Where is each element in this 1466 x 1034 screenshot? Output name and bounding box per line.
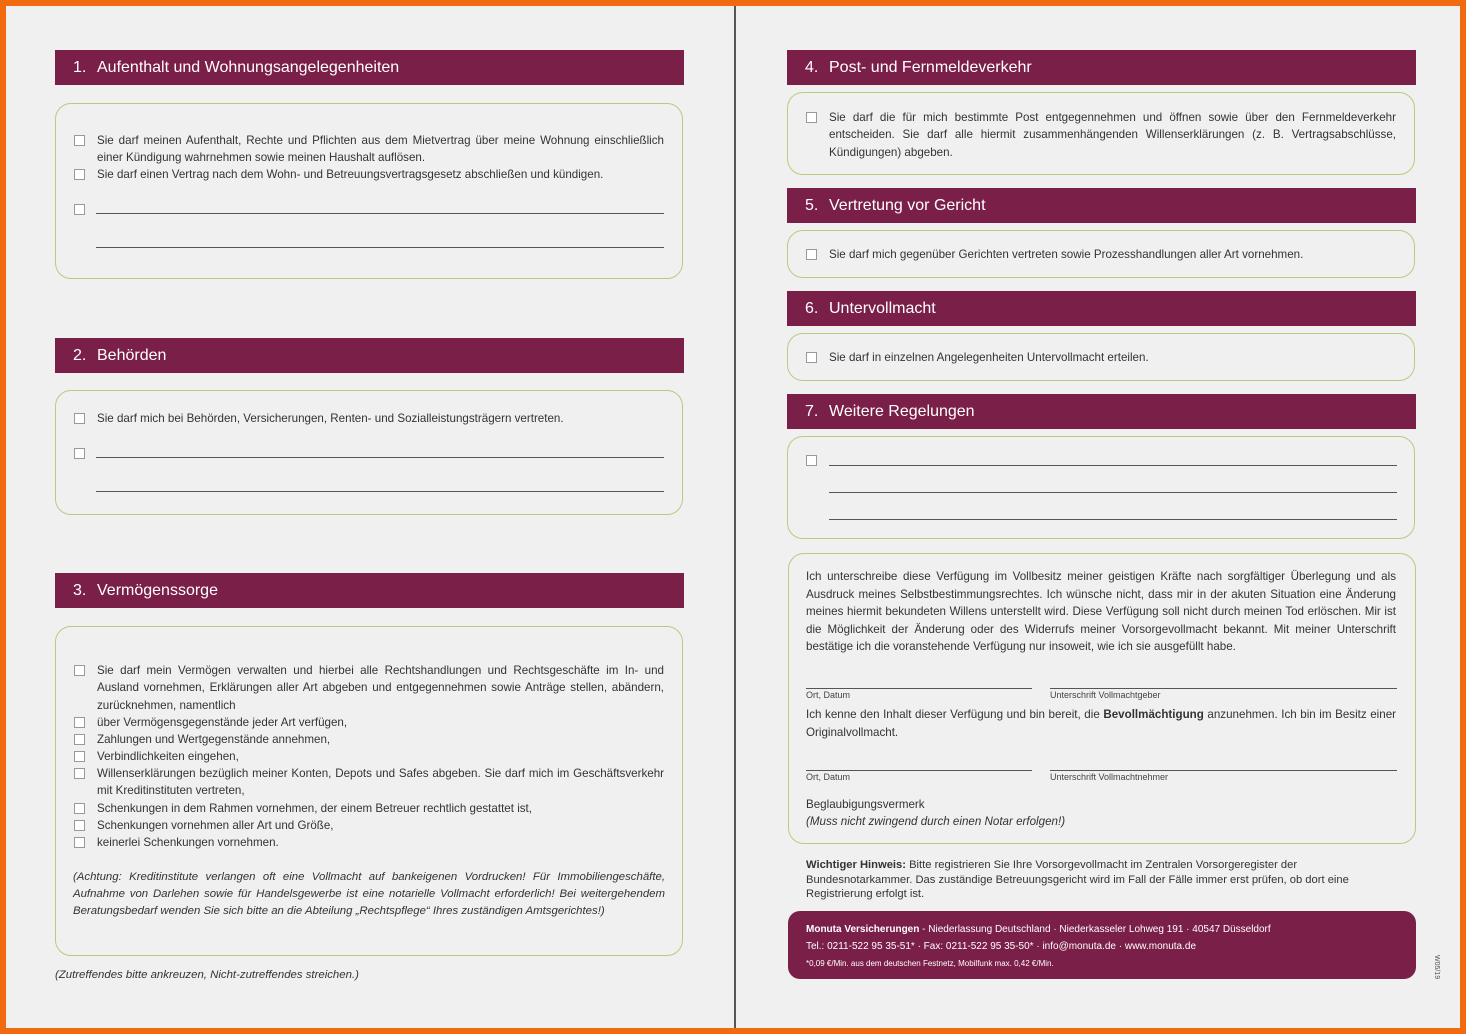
checkbox[interactable] — [74, 734, 85, 745]
checkbox[interactable] — [74, 413, 85, 424]
section-title: Behörden — [97, 347, 167, 364]
hint-label: Wichtiger Hinweis: — [806, 859, 906, 871]
option-text: Sie darf meinen Aufenthalt, Rechte und Pflichten aus dem Mietvertrag über meine Wohnung einschließlich einer Kündigung wahrnehmen sowie meinen Haushalt auflösen. — [97, 134, 664, 165]
option-text: über Vermögensgegenstände jeder Art verfügen, — [97, 716, 348, 729]
section-6-header — [787, 291, 1416, 326]
signature-line[interactable] — [1050, 770, 1397, 771]
checkbox[interactable] — [74, 448, 85, 459]
acceptance-bold: Bevollmächtigung — [1103, 708, 1204, 721]
section-number: 3. — [73, 582, 87, 599]
section-number: 1. — [73, 59, 87, 76]
write-in-line[interactable] — [829, 519, 1397, 520]
certification-note: (Muss nicht zwingend durch einen Notar erfolgen!) — [806, 815, 1066, 828]
checkbox[interactable] — [74, 204, 85, 215]
checkbox[interactable] — [74, 665, 85, 676]
option-text: Sie darf einen Vertrag nach dem Wohn- und Betreuungsvertragsgesetz abschließen und kündigen. — [97, 168, 604, 181]
section-number: 6. — [805, 300, 819, 317]
section-title: Aufenthalt und Wohnungsangelegenheiten — [97, 59, 400, 76]
checkbox[interactable] — [806, 249, 817, 260]
signature-taker-label: Unterschrift Vollmachtnehmer — [1050, 772, 1169, 782]
option-text: Verbindlichkeiten eingehen, — [97, 750, 239, 763]
checkbox[interactable] — [74, 837, 85, 848]
form-code: W05/19 — [1433, 955, 1440, 980]
write-in-line[interactable] — [96, 457, 664, 458]
acceptance-text-pre: Ich kenne den Inhalt dieser Verfügung und bin bereit, die — [806, 708, 1104, 721]
section-2-box — [55, 390, 683, 515]
section-number: 4. — [805, 59, 819, 76]
checkbox[interactable] — [74, 768, 85, 779]
section-5-header — [787, 188, 1416, 223]
hint-text: Bitte registrieren Sie Ihre Vorsorgevollmacht im Zentralen Vorsorgeregister der Bundesnotarkammer. Das zuständige Betreuungsgericht wird im Fall der Fälle immer erst prüfen, ob dort eine Registrierung erfolgt ist. — [806, 859, 1349, 900]
section-title: Post- und Fernmeldeverkehr — [829, 59, 1032, 76]
checkbox[interactable] — [74, 803, 85, 814]
write-in-line[interactable] — [96, 213, 664, 214]
footer-address-line — [806, 921, 1398, 938]
acceptance-text-post: anzunehmen. Ich bin im Besitz einer Originalvollmacht. — [806, 708, 1397, 739]
option-text: Sie darf mich bei Behörden, Versicherungen, Renten- und Sozialleistungsträgern vertreten. — [97, 412, 564, 425]
section-1-header — [55, 50, 684, 85]
company-name: Monuta Versicherungen — [806, 924, 920, 935]
checkbox[interactable] — [74, 820, 85, 831]
section-title: Weitere Regelungen — [829, 403, 975, 420]
place-date-line[interactable] — [806, 770, 1032, 771]
instruction-note: (Zutreffendes bitte ankreuzen, Nicht-zutreffendes streichen.) — [55, 969, 359, 981]
footer-contact: Tel.: 0211-522 95 35-51* · Fax: 0211-522 95 35-50* · info@monuta.de · www.monuta.de — [806, 941, 1197, 952]
place-date-line[interactable] — [806, 688, 1032, 689]
certification-title: Beglaubigungsvermerk — [806, 798, 925, 811]
option-text: Schenkungen in dem Rahmen vornehmen, der einem Betreuer rechtlich gestattet ist, — [97, 802, 533, 815]
option-text: Willenserklärungen bezüglich meiner Konten, Depots und Safes abgeben. Sie darf mich im Geschäftsverkehr mit Kreditinstituten vertreten, — [97, 767, 664, 798]
company-footer — [788, 911, 1416, 979]
section-7-box — [787, 436, 1415, 539]
section-title: Untervollmacht — [829, 300, 936, 317]
option-text: Zahlungen und Wertgegenstände annehmen, — [97, 733, 331, 746]
option-text: keinerlei Schenkungen vornehmen. — [97, 836, 279, 849]
option-text: Sie darf in einzelnen Angelegenheiten Untervollmacht erteilen. — [829, 351, 1149, 364]
write-in-line[interactable] — [96, 491, 664, 492]
option-text: Sie darf mich gegenüber Gerichten vertreten sowie Prozesshandlungen aller Art vornehmen. — [829, 248, 1304, 261]
option-text: Schenkungen vornehmen aller Art und Größe, — [97, 819, 334, 832]
checkbox[interactable] — [74, 135, 85, 146]
section-number: 7. — [805, 403, 819, 420]
section-3-header — [55, 573, 684, 608]
section-number: 2. — [73, 347, 87, 364]
write-in-line[interactable] — [829, 465, 1397, 466]
option-text: Sie darf die für mich bestimmte Post entgegennehmen und öffnen sowie über den Fernmeldeverkehr entscheiden. Sie darf alle hiermit zusammenhängenden Willenserklärungen (z. B. Vertragsabschlüsse, Kündigungen) abgeben. — [829, 111, 1396, 159]
checkbox[interactable] — [806, 352, 817, 363]
section-4-header — [787, 50, 1416, 85]
checkbox[interactable] — [74, 717, 85, 728]
option-text: Sie darf mein Vermögen verwalten und hierbei alle Rechtshandlungen und Rechtsgeschäfte im In- und Ausland vornehmen, Erklärungen aller Art abgeben und entgegennehmen sowie Anträge stellen, abändern, zurücknehmen, namentlich — [97, 664, 664, 712]
checkbox[interactable] — [74, 169, 85, 180]
checkbox[interactable] — [806, 455, 817, 466]
section-7-header — [787, 394, 1416, 429]
checkbox[interactable] — [806, 112, 817, 123]
signature-giver-label: Unterschrift Vollmachtgeber — [1050, 690, 1161, 700]
section-title: Vermögenssorge — [97, 582, 218, 599]
footer-rates: *0,09 €/Min. aus dem deutschen Festnetz, Mobilfunk max. 0,42 €/Min. — [806, 959, 1054, 968]
acceptance-text — [806, 706, 1396, 741]
declaration-text: Ich unterschreibe diese Verfügung im Vollbesitz meiner geistigen Kräfte nach sorgfältiger Überlegung und als Ausdruck meines Selbstbestimmungsrechtes. Ich wünsche nicht, dass mir in der akuten Situation eine Änderung meines hiermit bekundeten Willens unterstellt wird. Diese Verfügung soll nicht durch meinen Tod erlöschen. Mir ist die Möglichkeit der Änderung oder des Widerrufs meiner Vorsorgevollmacht bekannt. Mit meiner Unterschrift bestätige ich die voranstehende Verfügung nur insoweit, wie ich sie ausgefüllt habe. — [806, 570, 1396, 653]
section-1-box — [55, 103, 683, 279]
section-2-header — [55, 338, 684, 373]
place-date-label: Ort, Datum — [806, 772, 851, 782]
page-divider — [734, 6, 736, 1028]
section-title: Vertretung vor Gericht — [829, 197, 986, 214]
important-hint — [806, 858, 1406, 902]
write-in-line[interactable] — [96, 247, 664, 248]
place-date-label: Ort, Datum — [806, 690, 851, 700]
signature-line[interactable] — [1050, 688, 1397, 689]
section-number: 5. — [805, 197, 819, 214]
caution-note: (Achtung: Kreditinstitute verlangen oft eine Vollmacht auf bankeigenen Vordrucken! Für Immobiliengeschäfte, Aufnahme von Darlehen sowie für Handelsgewerbe ist eine notarielle Vollmacht erforderlich! Bei weitergehendem Beratungsbedarf wenden Sie sich bitte an die Abteilung „Rechtspflege“ Ihres zuständigen Amtsgerichtes!) — [73, 871, 665, 917]
write-in-line[interactable] — [829, 492, 1397, 493]
company-address: - Niederlassung Deutschland · Niederkasseler Lohweg 191 · 40547 Düsseldorf — [919, 924, 1271, 935]
checkbox[interactable] — [74, 751, 85, 762]
